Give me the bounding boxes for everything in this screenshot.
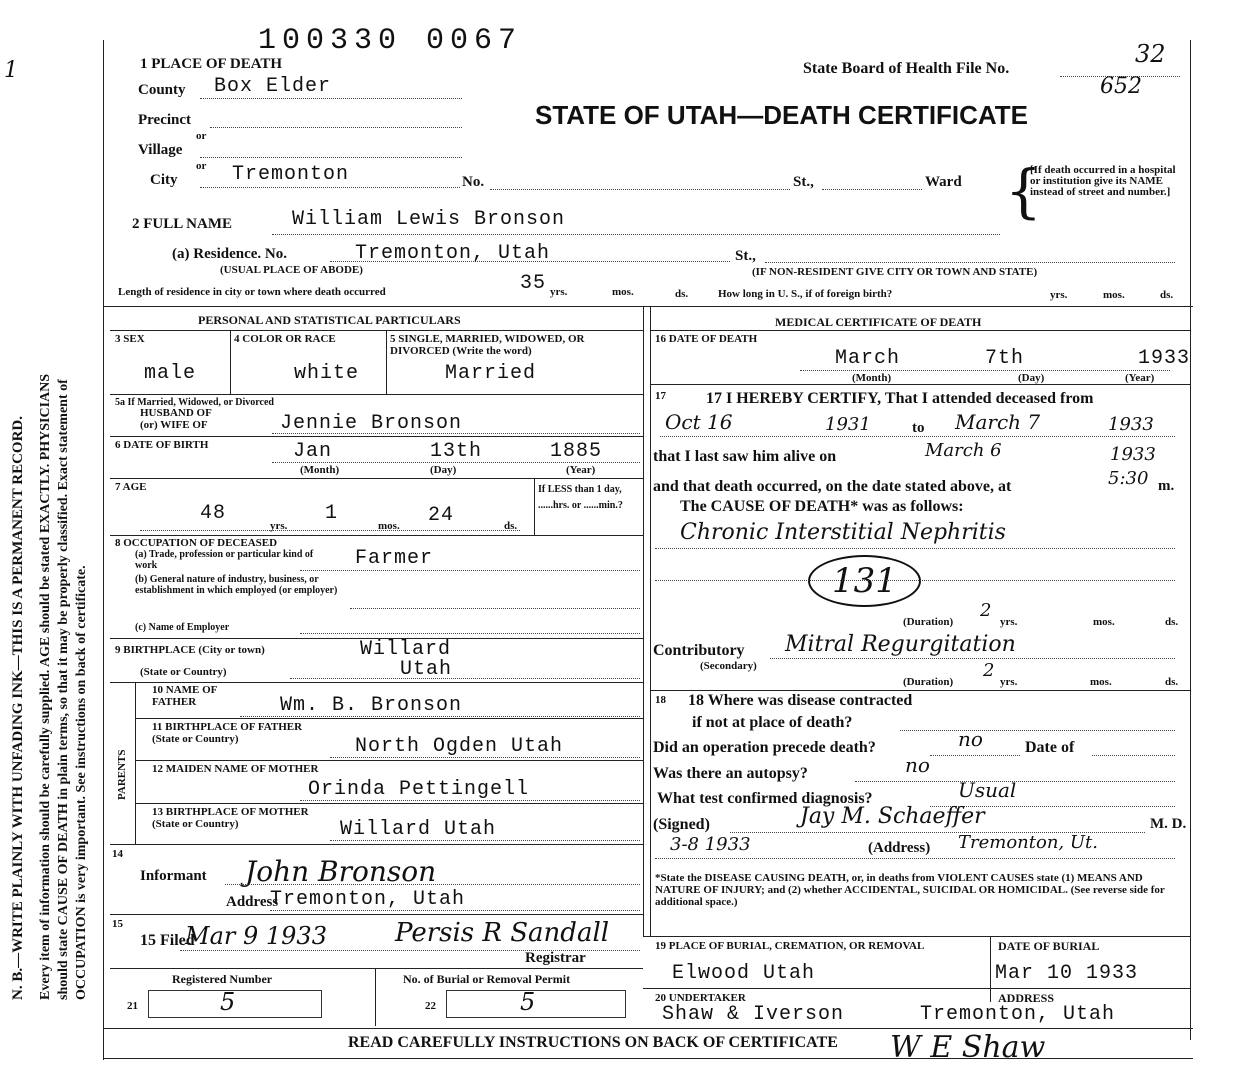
res-ds: ds. bbox=[675, 288, 689, 300]
attended-from: Oct 16 bbox=[665, 410, 733, 434]
time-of-death: 5:30 bbox=[1108, 468, 1149, 489]
margin-line-3: should state CAUSE OF DEATH in plain terms, so that it may be properly classified. Exact statement of bbox=[56, 379, 71, 1000]
n22: 22 bbox=[425, 1000, 436, 1012]
secondary-label: (Secondary) bbox=[700, 660, 757, 672]
permit-number-label: No. of Burial or Removal Permit bbox=[403, 972, 571, 986]
duration-label-2: (Duration) bbox=[903, 676, 954, 688]
birthplace-state-label: (State or Country) bbox=[140, 666, 227, 678]
registrar-label: Registrar bbox=[525, 950, 586, 966]
mother-value: Orinda Pettingell bbox=[308, 778, 530, 801]
nonresident-label: (IF NON-RESIDENT GIVE CITY OR TOWN AND STATE) bbox=[752, 266, 1038, 278]
burial-place-label: 19 PLACE OF BURIAL, CREMATION, OR REMOVAL bbox=[655, 940, 925, 952]
m-label: m. bbox=[1158, 478, 1175, 494]
color-value: white bbox=[294, 362, 360, 385]
age-years: 48 bbox=[200, 502, 227, 525]
birthplace-city: Willard bbox=[360, 638, 452, 661]
registered-number-value: 5 bbox=[220, 988, 236, 1016]
spouse-label-2: HUSBAND OF bbox=[140, 407, 212, 419]
or-label-2: or bbox=[196, 160, 207, 172]
n21: 21 bbox=[127, 1000, 138, 1012]
age-yrs-label: yrs. bbox=[270, 520, 288, 532]
death-day-caption: (Day) bbox=[1018, 372, 1045, 384]
duration-1: 2 bbox=[980, 600, 992, 621]
city-label: City bbox=[150, 172, 178, 188]
last-saw-year: 1933 bbox=[1110, 444, 1156, 465]
hospital-note: [If death occurred in a hospital or institution give its NAME instead of street and number.] bbox=[1030, 164, 1176, 198]
city-value: Tremonton bbox=[232, 163, 350, 186]
spouse-value: Jennie Bronson bbox=[280, 412, 463, 435]
mother-label: 12 MAIDEN NAME OF MOTHER bbox=[152, 763, 319, 775]
foreign-label: How long in U. S., if of foreign birth? bbox=[718, 288, 893, 300]
undertaker-address-value: Tremonton, Utah bbox=[920, 1003, 1116, 1026]
occupation-a-label: (a) Trade, profession or particular kind of work bbox=[135, 549, 314, 571]
brace-glyph: { bbox=[1005, 157, 1042, 225]
death-year: 1933 bbox=[1138, 347, 1191, 370]
dob-month-caption: (Month) bbox=[300, 464, 340, 476]
signed-label: (Signed) bbox=[653, 816, 710, 833]
last-saw-date: March 6 bbox=[925, 440, 1002, 461]
attended-to-year: 1933 bbox=[1108, 414, 1154, 435]
informant-signature: John Bronson bbox=[245, 855, 437, 888]
mother-birthplace-label: 13 BIRTHPLACE OF MOTHER (State or Country) bbox=[152, 806, 309, 830]
place-heading: 1 PLACE OF DEATH bbox=[140, 56, 283, 72]
autopsy-value: no bbox=[905, 753, 930, 777]
test-label: What test confirmed diagnosis? bbox=[657, 790, 873, 807]
informant-address: Tremonton, Utah bbox=[270, 888, 466, 911]
duration-2-mos: mos. bbox=[1090, 676, 1112, 688]
duration-1-ds: ds. bbox=[1165, 616, 1179, 628]
undertaker-value: Shaw & Iverson bbox=[662, 1003, 845, 1026]
medical-heading: MEDICAL CERTIFICATE OF DEATH bbox=[775, 315, 982, 329]
filed-label: 15 Filed bbox=[140, 932, 195, 949]
burial-place-value: Elwood Utah bbox=[672, 962, 816, 985]
certify-number: 17 bbox=[655, 390, 666, 402]
registrar-signature: Persis R Sandall bbox=[395, 918, 610, 948]
contributory-label: Contributory bbox=[653, 642, 745, 659]
to-label: to bbox=[912, 420, 925, 436]
sex-label: 3 SEX bbox=[115, 333, 145, 345]
footer-signature: W E Shaw bbox=[890, 1030, 1046, 1065]
dob-year: 1885 bbox=[550, 440, 603, 463]
age-label: 7 AGE bbox=[115, 481, 147, 493]
date-of-label: Date of bbox=[1025, 739, 1075, 756]
usual-abode-label: (USUAL PLACE OF ABODE) bbox=[220, 264, 363, 276]
occupation-b-label: (b) General nature of industry, business, or establishment in which employed (or employer) bbox=[135, 574, 338, 596]
village-label: Village bbox=[138, 142, 183, 158]
margin-line-2: Every item of information should be carefully supplied. AGE should be stated EXACTLY. PHYSICIANS bbox=[38, 373, 53, 1000]
parents-label: PARENTS bbox=[116, 749, 128, 800]
undertaker-label: 20 UNDERTAKER bbox=[655, 992, 746, 1004]
death-occurred-label: and that death occurred, on the date stated above, at bbox=[653, 478, 1012, 495]
top-number: 100330 0067 bbox=[258, 24, 523, 58]
last-saw-label: that I last saw him alive on bbox=[653, 448, 837, 465]
st-label: St., bbox=[793, 174, 814, 190]
file-no-1: 32 bbox=[1135, 40, 1166, 68]
autopsy-label: Was there an autopsy? bbox=[653, 765, 808, 782]
address-label: Address bbox=[226, 894, 279, 910]
registered-number-label: Registered Number bbox=[172, 972, 273, 986]
operation-label: Did an operation precede death? bbox=[653, 739, 876, 756]
full-name-value: William Lewis Bronson bbox=[292, 208, 566, 231]
where-number: 18 bbox=[655, 694, 666, 706]
attended-from-year: 1931 bbox=[825, 414, 871, 435]
file-no-label: State Board of Health File No. bbox=[803, 60, 1010, 77]
footnote: *State the DISEASE CAUSING DEATH, or, in deaths from VIOLENT CAUSES state (1) MEANS AND NATURE OF INJURY; and (2) whether ACCIDENTAL, SUICIDAL OR HOMICIDAL. (See reverse side for additional space.) bbox=[655, 872, 1165, 908]
father-label: 10 NAME OF FATHER bbox=[152, 684, 217, 708]
death-month-caption: (Month) bbox=[852, 372, 892, 384]
where-label-2: if not at place of death? bbox=[692, 714, 853, 731]
father-birthplace-label: 11 BIRTHPLACE OF FATHER (State or Country) bbox=[152, 721, 303, 745]
margin-line-4: OCCUPATION is very important. See instructions on back of certificate. bbox=[74, 565, 89, 1000]
dob-day-caption: (Day) bbox=[430, 464, 457, 476]
residence-st-label: St., bbox=[735, 248, 756, 264]
cause-of-death: Chronic Interstitial Nephritis bbox=[680, 520, 1006, 545]
death-month: March bbox=[835, 347, 901, 370]
county-label: County bbox=[138, 82, 186, 98]
county-value: Box Elder bbox=[214, 75, 332, 98]
residence-value: Tremonton, Utah bbox=[355, 242, 551, 265]
full-name-label: 2 FULL NAME bbox=[132, 216, 233, 232]
personal-heading: PERSONAL AND STATISTICAL PARTICULARS bbox=[198, 313, 461, 327]
precinct-label: Precinct bbox=[138, 112, 192, 128]
death-year-caption: (Year) bbox=[1125, 372, 1155, 384]
file-no-2: 652 bbox=[1100, 74, 1142, 99]
dob-day: 13th bbox=[430, 440, 483, 463]
res-mos: mos. bbox=[612, 286, 634, 298]
filed-value: Mar 9 1933 bbox=[185, 922, 327, 950]
cause-label: The CAUSE OF DEATH* was as follows: bbox=[680, 498, 964, 515]
certificate-title: STATE OF UTAH—DEATH CERTIFICATE bbox=[535, 100, 1028, 130]
mother-birthplace-value: Willard Utah bbox=[340, 818, 497, 841]
birthplace-state: Utah bbox=[400, 658, 453, 681]
burial-date-label: DATE OF BURIAL bbox=[998, 939, 1100, 953]
birthplace-label: 9 BIRTHPLACE (City or town) bbox=[115, 644, 265, 656]
marital-value: Married bbox=[445, 362, 537, 385]
length-residence-value: 35 bbox=[520, 272, 547, 295]
footer-instructions: READ CAREFULLY INSTRUCTIONS ON BACK OF CERTIFICATE bbox=[348, 1034, 838, 1051]
foreign-mos: mos. bbox=[1103, 289, 1125, 301]
father-birthplace-value: North Ogden Utah bbox=[355, 735, 564, 758]
informant-number: 14 bbox=[112, 848, 123, 860]
length-residence-label: Length of residence in city or town where death occurred bbox=[118, 286, 386, 298]
foreign-yrs: yrs. bbox=[1050, 289, 1068, 301]
death-day: 7th bbox=[985, 347, 1025, 370]
age-days: 24 bbox=[428, 504, 455, 527]
md-label: M. D. bbox=[1150, 816, 1187, 832]
physician-signature: Jay M. Schaeffer bbox=[800, 804, 985, 829]
informant-label: Informant bbox=[140, 868, 207, 884]
marital-label: 5 SINGLE, MARRIED, WIDOWED, OR DIVORCED (Write the word) bbox=[390, 333, 585, 357]
foreign-ds: ds. bbox=[1160, 289, 1174, 301]
ward-label: Ward bbox=[925, 174, 962, 190]
cause-code: 131 bbox=[808, 555, 921, 607]
residence-label: (a) Residence. No. bbox=[172, 246, 287, 262]
spouse-label-3: (or) WIFE OF bbox=[140, 419, 208, 431]
duration-1-yrs: yrs. bbox=[1000, 616, 1018, 628]
physician-address: Tremonton, Ut. bbox=[958, 832, 1098, 853]
occupation-label: 8 OCCUPATION OF DECEASED bbox=[115, 537, 278, 549]
permit-number-value: 5 bbox=[520, 988, 536, 1016]
no-label: No. bbox=[462, 174, 485, 190]
physician-address-label: (Address) bbox=[868, 840, 931, 856]
date-of-death-label: 16 DATE OF DEATH bbox=[655, 333, 758, 345]
or-label-1: or bbox=[196, 130, 207, 142]
dob-label: 6 DATE OF BIRTH bbox=[115, 439, 209, 451]
undertaker-address-label: ADDRESS bbox=[998, 991, 1055, 1005]
age-ds-label: ds. bbox=[504, 520, 518, 532]
duration-2-ds: ds. bbox=[1165, 676, 1179, 688]
spouse-label-1: 5a If Married, Widowed, or Divorced bbox=[115, 397, 274, 408]
duration-2: 2 bbox=[983, 660, 995, 681]
sign-date: 3-8 1933 bbox=[670, 834, 751, 855]
color-label: 4 COLOR OR RACE bbox=[234, 333, 336, 345]
occupation-value: Farmer bbox=[355, 547, 434, 570]
attended-to: March 7 bbox=[955, 410, 1041, 434]
dob-year-caption: (Year) bbox=[566, 464, 596, 476]
burial-date-value: Mar 10 1933 bbox=[995, 962, 1139, 985]
contributory-value: Mitral Regurgitation bbox=[785, 632, 1016, 657]
test-value: Usual bbox=[958, 778, 1017, 802]
duration-2-yrs: yrs. bbox=[1000, 676, 1018, 688]
operation-value: no bbox=[958, 727, 983, 751]
where-label: 18 Where was disease contracted bbox=[688, 692, 913, 709]
duration-1-mos: mos. bbox=[1093, 616, 1115, 628]
occupation-c-label: (c) Name of Employer bbox=[135, 622, 230, 633]
age-mos-label: mos. bbox=[378, 520, 400, 532]
duration-label-1: (Duration) bbox=[903, 616, 954, 628]
corner-mark: 1 bbox=[4, 58, 18, 83]
age-months: 1 bbox=[325, 502, 339, 525]
age-less-label: If LESS than 1 day, ......hrs. or ......min.? bbox=[538, 484, 623, 511]
margin-line-1: N. B.—WRITE PLAINLY WITH UNFADING INK—THIS IS A PERMANENT RECORD. bbox=[10, 416, 26, 1000]
filed-number: 15 bbox=[112, 918, 123, 930]
res-yrs: yrs. bbox=[550, 286, 568, 298]
certify-label: 17 I HEREBY CERTIFY, That I attended deceased from bbox=[706, 390, 1094, 407]
dob-month: Jan bbox=[293, 440, 333, 463]
father-value: Wm. B. Bronson bbox=[280, 694, 463, 717]
sex-value: male bbox=[144, 362, 197, 385]
